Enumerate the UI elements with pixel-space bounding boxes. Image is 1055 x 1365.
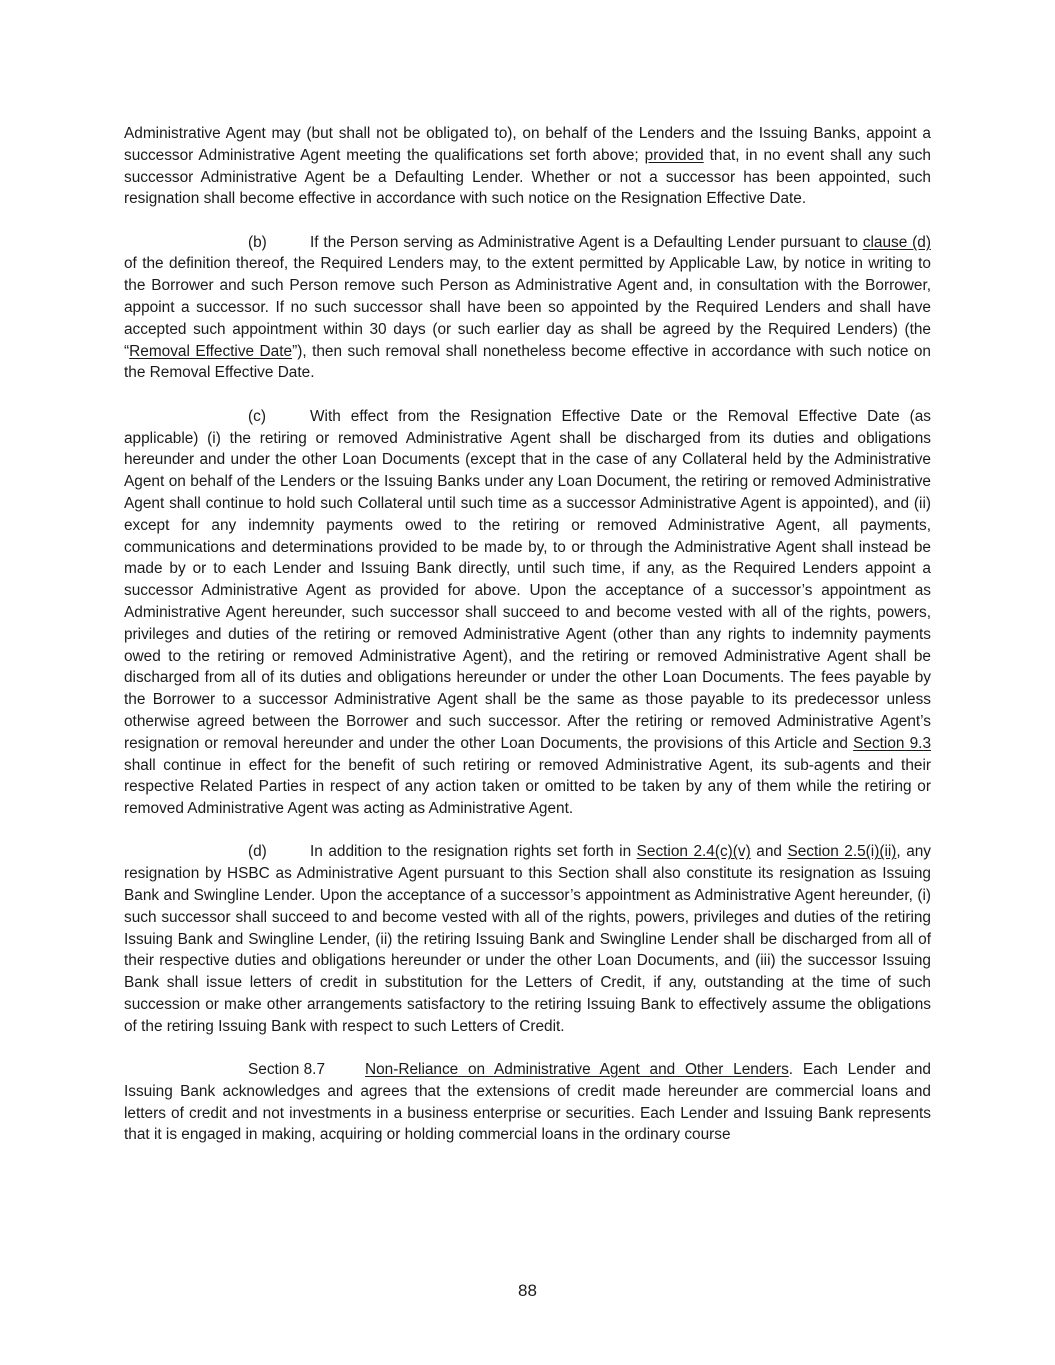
page-number: 88 <box>518 1281 537 1300</box>
section-heading: Non-Reliance on Administrative Agent and Other Lenders <box>365 1061 789 1079</box>
defined-term-removal-effective-date: Removal Effective Date <box>129 342 293 360</box>
text-run: . Each Lender and Issuing Bank acknowledges and agrees that the extensions of credit made hereunder are commercial loans and letters of credit and not investments in a business enterprise or securities. Each Lender and Issuing Bank represents that it is engaged in making, acquiring or holding commercial loans in the ordinary course <box>124 1061 931 1144</box>
text-run: ”), then such removal shall nonetheless become effective in accordance with such notice on the Removal Effective Date. <box>124 342 931 382</box>
paragraph-a-continuation <box>124 123 931 210</box>
text-run: In addition to the resignation rights set forth in <box>310 843 637 861</box>
defined-term-provided: provided <box>644 146 704 164</box>
text-run: Administrative Agent may (but shall not be obligated to), on behalf of the Lenders and the Issuing Banks, appoint a successor Administrative Agent meeting the qualifications set forth above; <box>124 125 931 164</box>
text-run: If the Person serving as Administrative Agent is a Defaulting Lender pursuant to <box>310 233 863 251</box>
section-8-7 <box>124 1059 931 1146</box>
section-number: Section 8.7 <box>248 1061 326 1079</box>
text-run: , any resignation by HSBC as Administrative Agent pursuant to this Section shall also constitute its resignation as Issuing Bank and Swingline Lender. Upon the acceptance of a successor’s appointment as Administrative Agent hereunder, (i) such successor shall succeed to and become vested with all of the rights, powers, privileges and duties of the retiring Issuing Bank and Swingline Lender, (ii) the retiring Issuing Bank and Swingline Lender shall be discharged from all of their respective duties and obligations hereunder or under the other Loan Documents, and (iii) the successor Issuing Bank shall issue letters of credit in substitution for the Letters of Credit, if any, outstanding at the time of such succession or make other arrangements satisfactory to the retiring Issuing Bank to effectively assume the obligations of the retiring Issuing Bank with respect to such Letters of Credit. <box>124 843 932 1035</box>
cross-reference-section-2-4: Section 2.4(c)(v) <box>636 843 751 861</box>
text-run: that, in no event shall any such successor Administrative Agent be a Defaulting Lender. Whether or not a successor has been appointed, such resignation shall become effective in accordance with such notice on the Resignation Effective Date. <box>124 146 931 208</box>
cross-reference-section-9-3: Section 9.3 <box>853 734 931 752</box>
cross-reference-section-2-5: Section 2.5(i)(ii) <box>787 843 897 861</box>
clause-label-d: (d) <box>248 843 267 861</box>
paragraph-b <box>124 232 931 385</box>
text-run: and <box>750 843 788 861</box>
page-body <box>124 123 931 1168</box>
cross-reference-clause-d: clause (d) <box>862 233 931 251</box>
text-run: shall continue in effect for the benefit of such retiring or removed Administrative Agent, its sub-agents and their respective Related Parties in respect of any action taken or omitted to be taken by any of them while the retiring or removed Administrative Agent was acting as Administrative Agent. <box>124 756 931 818</box>
paragraph-c <box>124 406 931 820</box>
paragraph-d <box>124 841 931 1037</box>
text-run: of the definition thereof, the Required Lenders may, to the extent permitted by Applicable Law, by notice in writing to the Borrower and such Person remove such Person as Administrative Agent and, in consultation with the Borrower, appoint a successor. If no such successor shall have been so appointed by the Required Lenders and shall have accepted such appointment within 30 days (or such earlier day as shall be agreed by the Required Lenders) (the “ <box>124 255 931 360</box>
clause-label-c: (c) <box>248 407 266 425</box>
text-run: With effect from the Resignation Effective Date or the Removal Effective Date (as applicable) (i) the retiring or removed Administrative Agent shall be discharged from its duties and obligations hereunder and under the other Loan Documents (except that in the case of any Collateral held by the Administrative Agent on behalf of the Lenders or the Issuing Banks under any Loan Document, the retiring or removed Administrative Agent shall continue to hold such Collateral until such time as a successor Administrative Agent is appointed), and (ii) except for any indemnity payments owed to the retiring or removed Administrative Agent, all payments, communications and determinations provided to be made by, to or through the Administrative Agent shall instead be made by or to each Lender and Issuing Bank directly, until such time, if any, as the Required Lenders appoint a successor Administrative Agent as provided for above. Upon the acceptance of a successor’s appointment as Administrative Agent hereunder, such successor shall succeed to and become vested with all of the rights, powers, privileges and duties of the retiring or removed Administrative Agent (other than any rights to indemnity payments owed to the retiring or removed Administrative Agent), and the retiring or removed Administrative Agent shall be discharged from all of its duties and obligations hereunder or under the other Loan Documents. The fees payable by the Borrower to a successor Administrative Agent shall be the same as those payable to its predecessor unless otherwise agreed between the Borrower and such successor. After the retiring or removed Administrative Agent’s resignation or removal hereunder and under the other Loan Documents, the provisions of this Article and <box>124 407 931 752</box>
clause-label-b: (b) <box>248 233 267 251</box>
